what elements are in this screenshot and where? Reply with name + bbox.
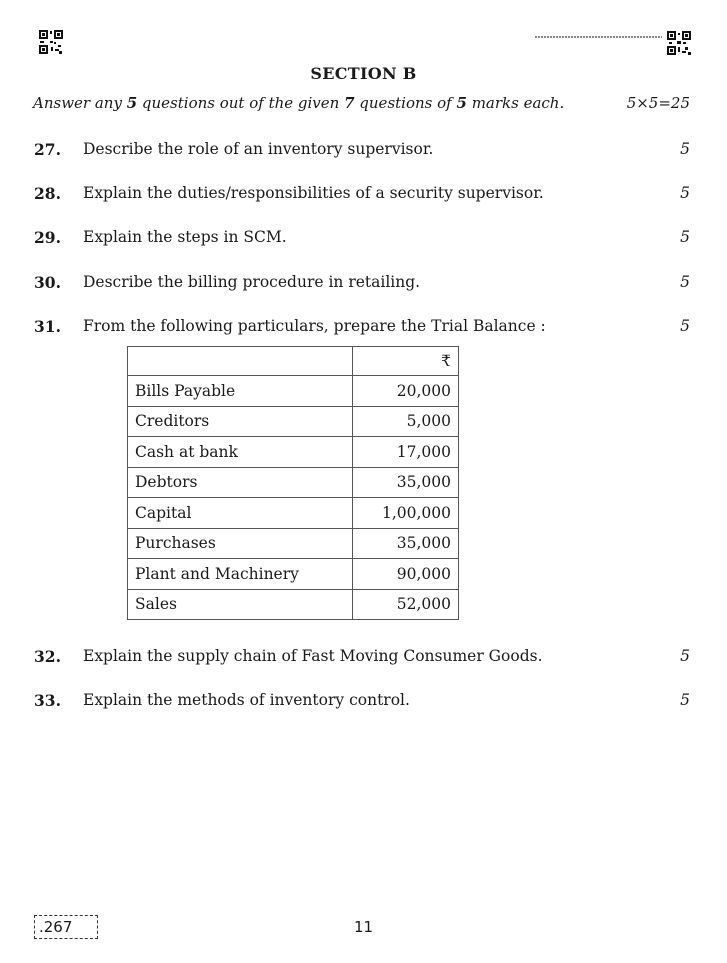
- question-row: [0, 647, 727, 671]
- question-text: Explain the methods of inventory control.: [83, 691, 410, 709]
- question-number: 33.: [34, 691, 61, 710]
- question-text: Describe the billing procedure in retailing.: [83, 273, 421, 291]
- particular-label: Plant and Machinery: [128, 559, 353, 590]
- question-number: 30.: [34, 273, 61, 292]
- qr-code-icon: [667, 31, 691, 55]
- question-number: 32.: [34, 647, 61, 666]
- particular-label: Purchases: [128, 528, 353, 559]
- table-row: [128, 467, 459, 498]
- section-marks-total: 5×5=25: [626, 94, 690, 112]
- particular-amount: 35,000: [353, 467, 459, 498]
- particular-amount: 5,000: [353, 406, 459, 437]
- question-marks: 5: [680, 691, 690, 709]
- question-text: From the following particulars, prepare the Trial Balance :: [83, 317, 546, 335]
- section-instructions: Answer any 5 questions out of the given 7 questions of 5 marks each.: [33, 94, 565, 112]
- currency-header: ₹: [353, 347, 459, 376]
- question-number: 31.: [34, 317, 61, 336]
- particular-label: Debtors: [128, 467, 353, 498]
- table-header-row: [128, 347, 459, 376]
- particular-label: Bills Payable: [128, 376, 353, 407]
- paper-code-box: .267: [34, 915, 98, 939]
- barcode-strip: [535, 36, 662, 38]
- particular-amount: 52,000: [353, 589, 459, 620]
- question-text: Describe the role of an inventory supervisor.: [83, 140, 434, 158]
- particular-amount: 1,00,000: [353, 498, 459, 529]
- question-marks: 5: [680, 228, 690, 246]
- table-row: [128, 437, 459, 468]
- question-row: [0, 184, 727, 208]
- question-marks: 5: [680, 140, 690, 158]
- table-row: [128, 589, 459, 620]
- table-header-blank: [128, 347, 353, 376]
- question-row: [0, 228, 727, 252]
- particular-label: Creditors: [128, 406, 353, 437]
- particular-amount: 90,000: [353, 559, 459, 590]
- qr-code-icon: [39, 30, 63, 54]
- table-row: [128, 498, 459, 529]
- question-number: 29.: [34, 228, 61, 247]
- page-number: 11: [353, 918, 374, 936]
- table-row: [128, 528, 459, 559]
- question-text: Explain the steps in SCM.: [83, 228, 287, 246]
- question-marks: 5: [680, 647, 690, 665]
- question-marks: 5: [680, 184, 690, 202]
- particular-amount: 20,000: [353, 376, 459, 407]
- particular-label: Cash at bank: [128, 437, 353, 468]
- question-row: [0, 691, 727, 715]
- table-row: [128, 376, 459, 407]
- particular-label: Sales: [128, 589, 353, 620]
- question-marks: 5: [680, 273, 690, 291]
- question-number: 27.: [34, 140, 61, 159]
- table-row: [128, 406, 459, 437]
- particular-amount: 17,000: [353, 437, 459, 468]
- section-title: SECTION B: [310, 64, 417, 83]
- particular-label: Capital: [128, 498, 353, 529]
- question-row: [0, 273, 727, 297]
- table-row: [128, 559, 459, 590]
- question-marks: 5: [680, 317, 690, 335]
- particulars-table: [127, 346, 459, 620]
- question-text: Explain the supply chain of Fast Moving Consumer Goods.: [83, 647, 543, 665]
- particular-amount: 35,000: [353, 528, 459, 559]
- question-row: [0, 140, 727, 164]
- question-number: 28.: [34, 184, 61, 203]
- question-row: [0, 317, 727, 341]
- question-text: Explain the duties/responsibilities of a security supervisor.: [83, 184, 544, 202]
